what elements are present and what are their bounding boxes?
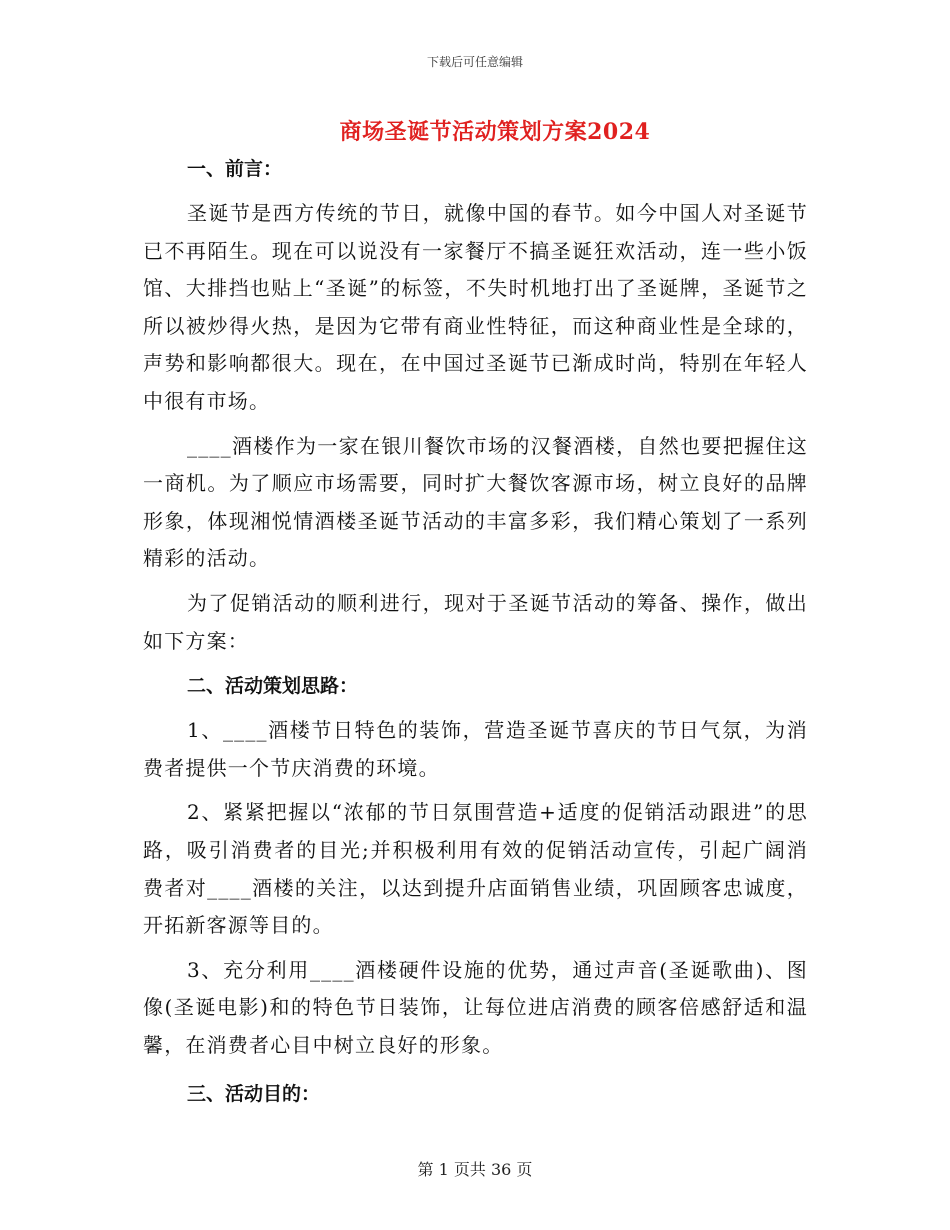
section-heading-goals: 三、活动目的： [187,1083,321,1106]
section-heading-preface: 一、前言： [187,158,283,180]
paragraph: 3、充分利用____酒楼硬件设施的优势，通过声音(圣诞歌曲)、图像(圣诞电影)和的特色节日装饰，让每位进店消费的顾客倍感舒适和温馨，在消费者心目中树立良好的形象。 [143,957,808,1057]
paragraph: 1、____酒楼节日特色的装饰，营造圣诞节喜庆的节日气氛，为消费者提供一个节庆消费的环境。 [143,718,808,780]
document-title: 商场圣诞节活动策划方案2024 [339,119,651,145]
paragraph: 圣诞节是西方传统的节日，就像中国的春节。如今中国人对圣诞节已不再陌生。现在可以说没有一家餐厅不搞圣诞狂欢活动，连一些小饭馆、大排挡也贴上“圣诞”的标签，不失时机地打出了圣诞牌，圣诞节之所以被炒得火热，是因为它带有商业性特征，而这种商业性是全球的，声势和影响都很大。现在，在中国过圣诞节已渐成时尚，特别在年轻人中很有市场。 [143,201,808,413]
section-heading-ideas: 二、活动策划思路： [187,675,359,698]
document-body [143,150,808,1113]
paragraph: 2、紧紧把握以“浓郁的节日氛围营造+适度的促销活动跟进”的思路，吸引消费者的目光;并积极利用有效的促销活动宣传，引起广阔消费者对____酒楼的关注，以达到提升店面销售业绩，巩固顾客忠诚度，开拓新客源等目的。 [143,800,808,938]
header-note: 下载后可任意编辑 [426,55,523,69]
paragraph: 为了促销活动的顺利进行，现对于圣诞节活动的筹备、操作，做出如下方案： [143,590,808,653]
page-number: 第 1 页共 36 页 [417,1160,533,1179]
paragraph: ____酒楼作为一家在银川餐饮市场的汉餐酒楼，自然也要把握住这一商机。为了顺应市场需要，同时扩大餐饮客源市场，树立良好的品牌形象，体现湘悦情酒楼圣诞节活动的丰富多彩，我们精心策划了一系列精彩的活动。 [143,433,808,571]
